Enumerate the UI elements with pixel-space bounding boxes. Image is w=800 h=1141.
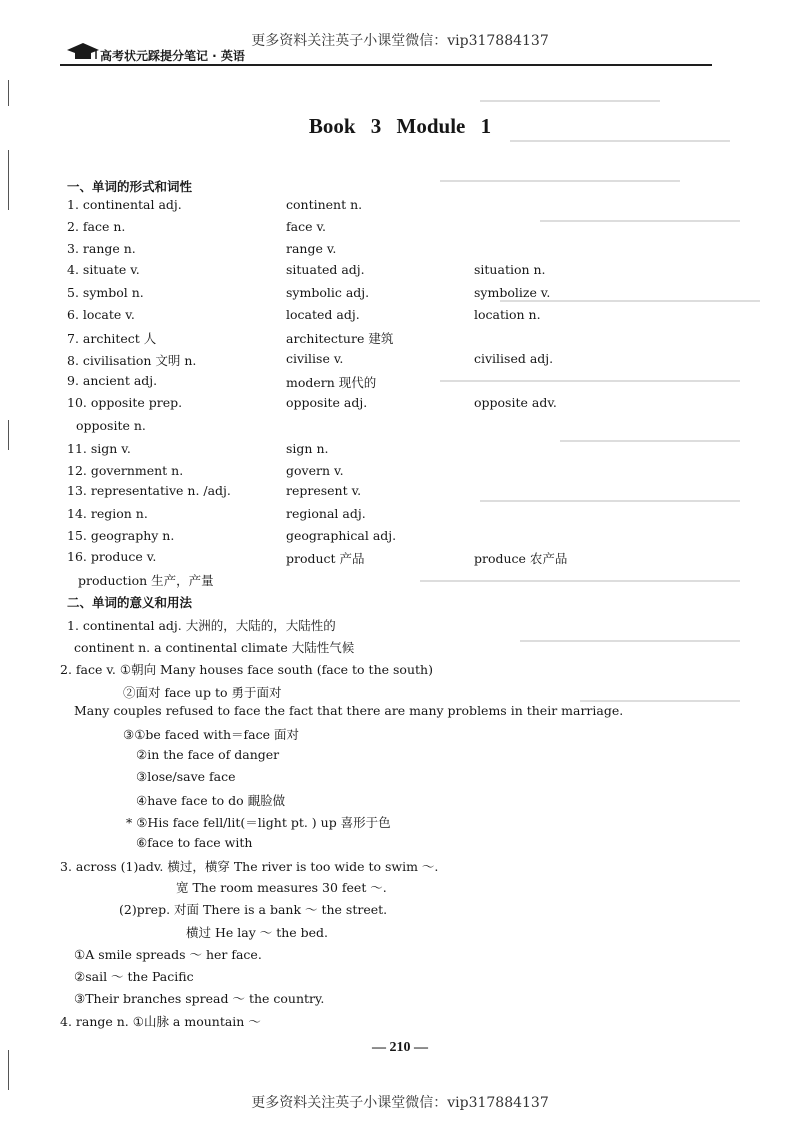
- text-line: 8. civilisation 文明 n.: [67, 353, 197, 368]
- text-line: product 产品: [286, 551, 365, 566]
- text-line: symbolize v.: [474, 285, 551, 300]
- text-line: Many couples refused to face the fact that there are many problems in their marriage.: [74, 703, 624, 718]
- scan-edge-mark: [8, 420, 9, 450]
- text-line: ①A smile spreads ～ her face.: [74, 947, 262, 962]
- text-line: * ⑤His face fell/lit(＝light pt. ) up 喜形于色: [126, 815, 391, 830]
- text-line: represent v.: [286, 483, 362, 498]
- book-series-title: 高考状元踩提分笔记 · 英语: [100, 49, 245, 63]
- text-line: ③①be faced with＝face 面对: [123, 727, 299, 742]
- text-line: face v.: [286, 219, 327, 234]
- text-line: 4. situate v.: [67, 262, 140, 277]
- text-line: 16. produce v.: [67, 549, 157, 564]
- text-line: 宽 The room measures 30 feet ～.: [176, 880, 387, 895]
- page-title: Book 3 Module 1: [308, 114, 492, 138]
- text-line: 1. continental adj.: [67, 197, 182, 212]
- text-line: civilised adj.: [474, 351, 554, 366]
- text-line: range v.: [286, 241, 337, 256]
- text-line: ③Their branches spread ～ the country.: [74, 991, 325, 1006]
- text-line: continent n. a continental climate 大陆性气候: [74, 640, 355, 655]
- text-line: opposite adj.: [286, 395, 368, 410]
- scan-edge-mark: [8, 80, 9, 106]
- text-line: 5. symbol n.: [67, 285, 144, 300]
- scan-edge-mark: [8, 150, 9, 210]
- text-line: production 生产，产量: [78, 573, 214, 588]
- text-line: 2. face n.: [67, 219, 126, 234]
- text-line: ⑥face to face with: [136, 835, 253, 850]
- text-line: ②sail ～ the Pacific: [74, 969, 194, 984]
- text-line: civilise v.: [286, 351, 344, 366]
- text-line: 3. range n.: [67, 241, 136, 256]
- text-line: 12. government n.: [67, 463, 184, 478]
- text-line: continent n.: [286, 197, 363, 212]
- text-line: opposite n.: [76, 418, 146, 433]
- text-line: 10. opposite prep.: [67, 395, 183, 410]
- text-line: 1. continental adj. 大洲的，大陆的，大陆性的: [67, 618, 336, 633]
- text-line: regional adj.: [286, 506, 366, 521]
- text-line: 2. face v. ①朝向 Many houses face south (face to the south): [60, 662, 433, 677]
- text-line: geographical adj.: [286, 528, 397, 543]
- text-line: opposite adv.: [474, 395, 557, 410]
- section-heading: 一、单词的形式和词性: [67, 179, 193, 194]
- text-line: 7. architect 人: [67, 331, 157, 346]
- text-line: ③lose/save face: [136, 769, 236, 784]
- graduation-cap-icon: [66, 41, 100, 63]
- text-line: 4. range n. ①山脉 a mountain ～: [60, 1014, 261, 1029]
- text-line: govern v.: [286, 463, 344, 478]
- text-line: ②面对 face up to 勇于面对: [123, 685, 282, 700]
- text-line: 11. sign v.: [67, 441, 131, 456]
- text-line: location n.: [474, 307, 541, 322]
- watermark-top: 更多资料关注英子小课堂微信：vip317884137: [251, 33, 549, 49]
- watermark-bottom: 更多资料关注英子小课堂微信：vip317884137: [251, 1095, 549, 1111]
- text-line: 15. geography n.: [67, 528, 175, 543]
- text-line: 9. ancient adj.: [67, 373, 158, 388]
- text-line: produce 农产品: [474, 551, 568, 566]
- text-line: 13. representative n. /adj.: [67, 483, 231, 498]
- text-line: (2)prep. 对面 There is a bank ～ the street.: [119, 902, 388, 917]
- text-line: situated adj.: [286, 262, 365, 277]
- text-line: architecture 建筑: [286, 331, 394, 346]
- text-line: 6. locate v.: [67, 307, 135, 322]
- text-line: ②in the face of danger: [136, 747, 280, 762]
- text-line: ④have face to do 靦脸做: [136, 793, 286, 808]
- text-line: symbolic adj.: [286, 285, 370, 300]
- text-line: sign n.: [286, 441, 329, 456]
- text-line: 14. region n.: [67, 506, 148, 521]
- text-line: situation n.: [474, 262, 546, 277]
- text-line: 3. across (1)adv. 横过，横穿 The river is too wide to swim ～.: [60, 859, 439, 874]
- page-number: — 210 —: [372, 1040, 428, 1055]
- text-line: located adj.: [286, 307, 360, 322]
- text-line: 横过 He lay ～ the bed.: [186, 925, 329, 940]
- text-line: modern 现代的: [286, 375, 377, 390]
- header-rule: [60, 64, 712, 66]
- scan-edge-mark: [8, 1050, 9, 1090]
- scan-noise-texture: [380, 80, 780, 760]
- section-heading: 二、单词的意义和用法: [67, 595, 193, 610]
